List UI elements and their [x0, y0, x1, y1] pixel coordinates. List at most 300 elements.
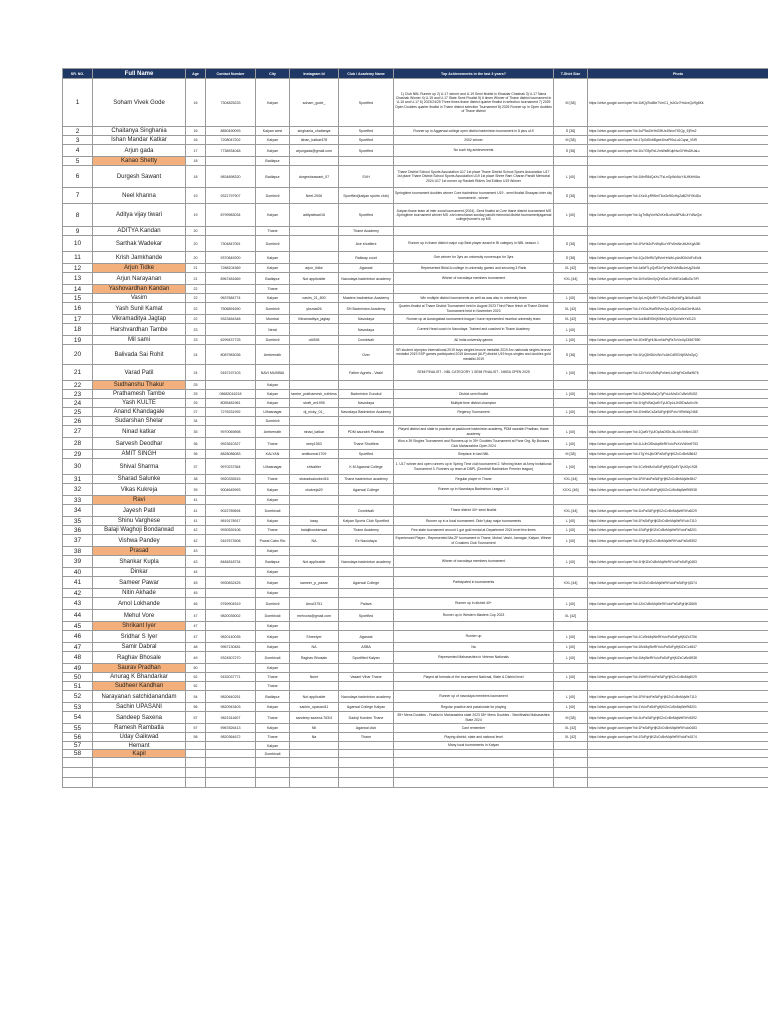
- cell-club-academy: [339, 157, 394, 166]
- cell-full-name: Arjun Tidke: [93, 264, 186, 273]
- cell-photo-link[interactable]: https://drive.google.com/open?id=1IoPaSdFgHjKlZxCvBnMqWeRtYu6029: [588, 505, 768, 517]
- cell-photo-link[interactable]: [588, 589, 768, 598]
- table-row: [63, 127, 768, 136]
- cell-club-academy: [339, 496, 394, 505]
- cell-club-academy: [339, 589, 394, 598]
- cell-city: Kalyan: [256, 399, 290, 408]
- cell-sr-no: 38: [63, 547, 93, 556]
- cell-contact-number: 9820943403: [206, 703, 256, 712]
- header-club: Club / Academy Name: [339, 69, 394, 79]
- cell-tshirt-size: [554, 568, 588, 577]
- cell-photo-link[interactable]: https://drive.google.com/open?id=1Tp0dSn6BgeeZmaPKlsLu1Cqna_VNR: [588, 136, 768, 145]
- cell-club-academy: [339, 381, 394, 390]
- empty-cell: [394, 778, 554, 788]
- cell-club-academy: [339, 664, 394, 673]
- cell-full-name: Harshvardhan Tambe: [93, 324, 186, 336]
- cell-club-academy: Palava: [339, 598, 394, 610]
- cell-photo-link[interactable]: https://drive.google.com/open?id=1MnR8dQzXv7TsLeGpWcNoY4UfKbHiAa: [588, 166, 768, 188]
- table-row: [63, 438, 768, 450]
- cell-photo-link[interactable]: https://drive.google.com/open?id=1CvBnMqWeRtYuIoPaSdFgHjKlZx3756: [588, 631, 768, 643]
- cell-contact-number: [206, 682, 256, 691]
- cell-age: 49: [186, 652, 206, 664]
- cell-instagram-id: singhania_chaitanya: [290, 127, 339, 136]
- table-row: [63, 535, 768, 547]
- cell-photo-link[interactable]: https://drive.google.com/open?id=1Xs4LpRfWmT6uGeN0cHqZaB2VtYiKdDo: [588, 188, 768, 204]
- cell-full-name: Yash Sunil Kamat: [93, 303, 186, 315]
- cell-instagram-id: Raghav Bhosale: [290, 652, 339, 664]
- cell-photo-link[interactable]: https://drive.google.com/open?id=1CvBnMzXaSdFgHjKlQwErTyUiOp1928: [588, 459, 768, 475]
- cell-contact-number: [206, 227, 256, 236]
- cell-achievements: Participated in tournaments: [394, 577, 554, 589]
- empty-cell: [186, 778, 206, 788]
- cell-age: 36: [186, 450, 206, 459]
- empty-cell: [588, 768, 768, 778]
- cell-full-name: Krish Jamkhande: [93, 252, 186, 264]
- cell-full-name: Mehul Vore: [93, 610, 186, 622]
- cell-photo-link[interactable]: https://drive.google.com/open?id=1SdFgHjKlZxCvBnMqWeRtYuIoPa8201: [588, 526, 768, 535]
- cell-sr-no: 6: [63, 166, 93, 188]
- cell-photo-link[interactable]: https://drive.google.com/open?id=1Ee5FgHiJkLmNoPqRsTuVwXyZ4567890: [588, 336, 768, 345]
- cell-club-academy: Navodaya Badminton Academy: [339, 408, 394, 417]
- cell-photo-link[interactable]: https://drive.google.com/open?id=1TgYhUjIkOlPaSdFgHjKlZxCvBnM8642: [588, 450, 768, 459]
- cell-contact-number: [206, 381, 256, 390]
- cell-city: Thane: [256, 712, 290, 724]
- table-row: [63, 227, 768, 236]
- cell-tshirt-size: [554, 622, 588, 631]
- cell-full-name: Kanao Shetty: [93, 157, 186, 166]
- cell-achievements: Runner up in a local tournament. Didn't play major tournaments: [394, 517, 554, 526]
- table-row: [63, 345, 768, 365]
- cell-sr-no: 47: [63, 643, 93, 652]
- cell-instagram-id: [290, 750, 339, 758]
- cell-achievements: [394, 381, 554, 390]
- cell-age: 24: [186, 365, 206, 381]
- cell-full-name: Sudheer Kandhan: [93, 682, 186, 691]
- cell-instagram-id: amitkumar1709: [290, 450, 339, 459]
- cell-contact-number: [206, 547, 256, 556]
- cell-photo-link[interactable]: [588, 324, 768, 336]
- cell-instagram-id: [290, 381, 339, 390]
- cell-age: 45: [186, 577, 206, 589]
- cell-club-academy: Kalyan Sports Club Sportfied: [339, 517, 394, 526]
- cell-sr-no: 29: [63, 450, 93, 459]
- cell-city: Kalyan: [256, 294, 290, 303]
- cell-contact-number: 08683016218: [206, 390, 256, 399]
- cell-sr-no: 58: [63, 750, 93, 758]
- table-row: [63, 742, 768, 750]
- table-row: [63, 724, 768, 733]
- cell-photo-link[interactable]: https://drive.google.com/open?id=1KpQ8rStUvWxYzAbCdEfGhIjKlMnOpQ: [588, 345, 768, 365]
- cell-instagram-id: [290, 236, 339, 252]
- cell-city: Badlapur: [256, 273, 290, 285]
- table-row: [63, 622, 768, 631]
- table-row: [63, 336, 768, 345]
- cell-tshirt-size: L [40]: [554, 535, 588, 547]
- cell-photo-link[interactable]: https://drive.google.com/open?id=1RtYuIoPaSdFgHjKlZxCvBnMqWe3847: [588, 475, 768, 484]
- cell-age: 57: [186, 712, 206, 724]
- cell-club-academy: PDM saurabh Pradhan: [339, 426, 394, 438]
- cell-photo-link[interactable]: [588, 381, 768, 390]
- cell-city: Neral: [256, 324, 290, 336]
- cell-club-academy: [339, 285, 394, 294]
- cell-sr-no: 41: [63, 577, 93, 589]
- cell-instagram-id: arjun_tidke: [290, 264, 339, 273]
- table-row: [63, 399, 768, 408]
- cell-photo-link[interactable]: [588, 227, 768, 236]
- cell-instagram-id: obl398: [290, 336, 339, 345]
- cell-contact-number: 6299437725: [206, 336, 256, 345]
- table-row: [63, 166, 768, 188]
- table-row: [63, 365, 768, 381]
- cell-tshirt-size: L [40]: [554, 556, 588, 568]
- cell-city: Thane: [256, 673, 290, 682]
- cell-photo-link[interactable]: [588, 496, 768, 505]
- cell-photo-link[interactable]: [588, 157, 768, 166]
- cell-photo-link[interactable]: https://drive.google.com/open?id=1HgFdSaQwErTyUiOpLkJhGfDsAzXcVb: [588, 399, 768, 408]
- cell-instagram-id: sachin_upasani11: [290, 703, 339, 712]
- cell-club-academy: [339, 742, 394, 750]
- table-row: [63, 408, 768, 417]
- header-tshirt: T-Shirt Size: [554, 69, 588, 79]
- cell-contact-number: [206, 285, 256, 294]
- cell-city: Dombivali: [256, 505, 290, 517]
- cell-full-name: Anand Khandagale: [93, 408, 186, 417]
- cell-instagram-id: lussy: [290, 517, 339, 526]
- cell-contact-number: 9769904519: [206, 598, 256, 610]
- cell-instagram-id: [290, 589, 339, 598]
- table-row: [63, 426, 768, 438]
- cell-instagram-id: sameer_p_pawar: [290, 577, 339, 589]
- cell-contact-number: 9923610327: [206, 438, 256, 450]
- cell-photo-link[interactable]: https://drive.google.com/open?id=1ZxCvBnMqWeRtYuIoPaSdFgHjKl2665: [588, 598, 768, 610]
- cell-photo-link[interactable]: [588, 568, 768, 577]
- cell-club-academy: ASBA: [339, 643, 394, 652]
- table-row: [63, 459, 768, 475]
- cell-photo-link[interactable]: https://drive.google.com/open?id=1MqWeRtYuIoPaSdFgHjKlZxCvBn5938: [588, 652, 768, 664]
- cell-age: 25: [186, 381, 206, 390]
- cell-city: Kalyan west: [256, 127, 290, 136]
- cell-full-name: Prathamesh Tambe: [93, 390, 186, 399]
- cell-full-name: Sharad Salunke: [93, 475, 186, 484]
- cell-photo-link[interactable]: https://drive.google.com/open?id=1QwErTyUiOpAsDfGhJkLzXcVbNm1357: [588, 426, 768, 438]
- cell-age: 42: [186, 535, 206, 547]
- cell-club-academy: Sportfied: [339, 127, 394, 136]
- cell-city: Kalyan: [256, 145, 290, 157]
- cell-contact-number: 9930832425: [206, 577, 256, 589]
- cell-club-academy: Thane badminton academy: [339, 475, 394, 484]
- cell-contact-number: [206, 622, 256, 631]
- cell-age: 24: [186, 345, 206, 365]
- cell-instagram-id: seey1553: [290, 438, 339, 450]
- cell-sr-no: 54: [63, 712, 93, 724]
- cell-city: Mumbai: [256, 315, 290, 324]
- cell-instagram-id: ishan_katkar478: [290, 136, 339, 145]
- cell-full-name: Aditya vijay tiwari: [93, 204, 186, 227]
- cell-tshirt-size: L [40]: [554, 691, 588, 703]
- cell-photo-link[interactable]: https://drive.google.com/open?id=1SdFgHjKlZxCvBnMqWeRtYuIoPa1574: [588, 733, 768, 742]
- table-row: [63, 188, 768, 204]
- header-photo: Photo: [588, 69, 768, 79]
- cell-sr-no: 30: [63, 459, 93, 475]
- cell-full-name: Dinkar: [93, 568, 186, 577]
- cell-tshirt-size: L [40]: [554, 438, 588, 450]
- cell-photo-link[interactable]: https://drive.google.com/open?id=1PaSdFgHjKlZxCvBnMqWeRtYuIo0483: [588, 724, 768, 733]
- cell-instagram-id: Not applicable: [290, 691, 339, 703]
- empty-cell: [63, 768, 93, 778]
- cell-photo-link[interactable]: [588, 417, 768, 426]
- spreadsheet: [62, 68, 768, 788]
- cell-tshirt-size: L [40]: [554, 526, 588, 535]
- cell-tshirt-size: L [40]: [554, 517, 588, 526]
- cell-instagram-id: shaft_wr1995: [290, 399, 339, 408]
- cell-photo-link[interactable]: https://drive.google.com/open?id=1fo7G9pRxL2mWe8KqbNvz3YtHsDfUaLc: [588, 145, 768, 157]
- cell-club-academy: Ex Navodaya: [339, 535, 394, 547]
- cell-instagram-id: None: [290, 673, 339, 682]
- empty-cell: [206, 768, 256, 778]
- cell-tshirt-size: [554, 750, 588, 758]
- table-row: [63, 610, 768, 622]
- cell-photo-link[interactable]: [588, 682, 768, 691]
- cell-instagram-id: balajibondarwad: [290, 526, 339, 535]
- cell-city: Thane: [256, 526, 290, 535]
- cell-photo-link[interactable]: https://drive.google.com/open?id=1QzJ5eRkTy8VmHnWcLpAs9GbXdFoEuIk: [588, 252, 768, 264]
- cell-age: 41: [186, 517, 206, 526]
- cell-contact-number: 7288104369: [206, 264, 256, 273]
- cell-tshirt-size: [554, 417, 588, 426]
- cell-instagram-id: tambe_prathamesh_ruthless: [290, 390, 339, 399]
- table-row: [63, 145, 768, 157]
- cell-city: Thane: [256, 285, 290, 294]
- empty-cell: [554, 768, 588, 778]
- cell-full-name: AMIT SINGH: [93, 450, 186, 459]
- cell-photo-link[interactable]: https://drive.google.com/open?id=1BnMqWeRtYuIoPaSdFgHjKlZxCv4847: [588, 643, 768, 652]
- cell-photo-link[interactable]: https://drive.google.com/open?id=1UjWeBdAsQrTyPoLkMnZxCvBnM5432: [588, 390, 768, 399]
- cell-photo-link[interactable]: https://drive.google.com/open?id=1LkJhGfDsAqWeRtYuIoPzXcVbNm9753: [588, 438, 768, 450]
- cell-club-academy: [339, 417, 394, 426]
- cell-photo-link[interactable]: https://drive.google.com/open?id=1KlZxCvBnMqWeRtYuIoPaSdFgHj1574: [588, 577, 768, 589]
- cell-club-academy: SVH: [339, 166, 394, 188]
- cell-age: 44: [186, 568, 206, 577]
- cell-full-name: Ishan Mandar Katkar: [93, 136, 186, 145]
- cell-contact-number: 9167197103: [206, 365, 256, 381]
- cell-sr-no: 2: [63, 127, 93, 136]
- empty-cell: [588, 778, 768, 788]
- cell-photo-link[interactable]: https://drive.google.com/open?id=1uP9wZeHtrG5fUx4WnoTfGQp_EjRm2: [588, 127, 768, 136]
- cell-photo-link[interactable]: https://drive.google.com/open?id=1YuIoPaSdFgHjKlZxCvBnMqWeRt8201: [588, 703, 768, 712]
- cell-instagram-id: soham_gode_: [290, 79, 339, 127]
- cell-photo-link[interactable]: https://drive.google.com/open?id=1gTnBqVmW2xKe5LsHoAfPu8cJrYdNzQw: [588, 204, 768, 227]
- cell-photo-link[interactable]: https://drive.google.com/open?id=1PaSdFgHjKlZxCvBnMqWeRtYuIo7110: [588, 517, 768, 526]
- cell-tshirt-size: XL [42]: [554, 303, 588, 315]
- cell-age: 16: [186, 136, 206, 145]
- cell-full-name: Narayanan satchidanandam: [93, 691, 186, 703]
- cell-age: 21: [186, 273, 206, 285]
- cell-tshirt-size: [554, 742, 588, 750]
- cell-instagram-id: [290, 622, 339, 631]
- cell-full-name: Vasim: [93, 294, 186, 303]
- cell-tshirt-size: [554, 399, 588, 408]
- cell-full-name: Soham Vivek Gode: [93, 79, 186, 127]
- cell-instagram-id: [290, 365, 339, 381]
- cell-achievements: 55+ Mens Doubles - Finalist in Maharashtra state 2023 55+ Mens Doubles - Semifinalist Maharashtra State 2024: [394, 712, 554, 724]
- cell-instagram-id: NA: [290, 643, 339, 652]
- cell-full-name: Arjun gada: [93, 145, 186, 157]
- cell-contact-number: 8967481669: [206, 273, 256, 285]
- cell-sr-no: 10: [63, 236, 93, 252]
- cell-photo-link[interactable]: [588, 547, 768, 556]
- cell-age: 22: [186, 285, 206, 294]
- cell-contact-number: 7276331992: [206, 408, 256, 417]
- cell-sr-no: 42: [63, 589, 93, 598]
- cell-full-name: Hemant: [93, 742, 186, 750]
- cell-sr-no: 17: [63, 315, 93, 324]
- cell-full-name: Chaitanya Singhania: [93, 127, 186, 136]
- cell-contact-number: 9022789694: [206, 505, 256, 517]
- cell-instagram-id: arjungada@gmail.com: [290, 145, 339, 157]
- cell-photo-link[interactable]: https://drive.google.com/open?id=1pLmQ4sRtY7vWxZ2nBcHdFgJkNoEuAiS: [588, 294, 768, 303]
- cell-photo-link[interactable]: https://drive.google.com/open?id=1HjKlZxCvBnMqWeRtYuIoPaSdFg0483: [588, 556, 768, 568]
- cell-achievements: SEMI FINALIST - NBL CATEGORY 1 SEMI FINALIST - NMSA OPEN 2025: [394, 365, 554, 381]
- cell-achievements: [394, 417, 554, 426]
- cell-photo-link[interactable]: https://drive.google.com/open?id=1YuIoPaSdFgHjKlZxCvBnMqWeRt5938: [588, 484, 768, 496]
- cell-instagram-id: [290, 324, 339, 336]
- table-row: [63, 643, 768, 652]
- cell-photo-link[interactable]: https://drive.google.com/open?id=1hSvK8mXpQrW3zLtYdNfCeJaBoGu7iPl: [588, 273, 768, 285]
- cell-photo-link[interactable]: https://drive.google.com/open?id=1MQpTsdMe7VmC1_fs3Gz7HrAvxQcRg8Kk: [588, 79, 768, 127]
- cell-photo-link[interactable]: https://drive.google.com/open?id=1YtGaJKwRt9VmZpLs3QeXoNdCbHfUi4A: [588, 303, 768, 315]
- cell-full-name: Varad Patil: [93, 365, 186, 381]
- cell-tshirt-size: M [38]: [554, 136, 588, 145]
- cell-achievements: 1) Club NBL Runner up 2) U-17 winner and U-19 Semi finalist in Khasdar Chashak 3) U-17 Nana Chashak Winner 4) U-15 and U-17 State Semi Finalist 5) 6 times Winner of Thane district tournament in U-15 and U-17 6) 2023/24/25 Three times thane district quarter finalist in selection tournament 7) 2025 Open Doubles quarter finalist in Thane district selection Tournament 8) 2025 Runner up in Open doubles of Thane district: [394, 79, 554, 127]
- cell-instagram-id: Not applicable: [290, 556, 339, 568]
- cell-tshirt-size: M [38]: [554, 450, 588, 459]
- cell-age: 27: [186, 408, 206, 417]
- cell-age: 16: [186, 79, 206, 127]
- cell-age: 34: [186, 417, 206, 426]
- cell-photo-link[interactable]: https://drive.google.com/open?id=1ckBdEfGhIjKlMnOpQrStUvWxYz0123: [588, 315, 768, 324]
- cell-city: Dombivli: [256, 236, 290, 252]
- cell-instagram-id: Vikramaditya_jagtap: [290, 315, 339, 324]
- header-age: Age: [186, 69, 206, 79]
- table-row: [63, 631, 768, 643]
- cell-photo-link[interactable]: https://drive.google.com/open?id=1IoPaSdFgHjKlZxCvBnMqWeRtYu9392: [588, 712, 768, 724]
- cell-photo-link[interactable]: [588, 610, 768, 622]
- cell-achievements: No such big achievements: [394, 145, 554, 157]
- table-row: [63, 303, 768, 315]
- cell-sr-no: 53: [63, 703, 93, 712]
- cell-photo-link[interactable]: [588, 664, 768, 673]
- cell-photo-link[interactable]: https://drive.google.com/open?id=1FgHjKlZxCvBnMqWeRtYuIoPaSd9392: [588, 535, 768, 547]
- cell-city: Kalyan: [256, 204, 290, 227]
- cell-photo-link[interactable]: https://drive.google.com/open?id=1NmBvCxZaSdFgHjKlPoIuYtReWq2468: [588, 408, 768, 417]
- cell-city: Kalyan: [256, 703, 290, 712]
- cell-full-name: Saurav Pradhan: [93, 664, 186, 673]
- cell-city: Kalyan: [256, 547, 290, 556]
- empty-cell: [394, 758, 554, 768]
- empty-cell: [554, 778, 588, 788]
- cell-tshirt-size: S [36]: [554, 345, 588, 365]
- cell-club-academy: Dombivali: [339, 505, 394, 517]
- cell-city: Kalyan: [256, 264, 290, 273]
- cell-photo-link[interactable]: [588, 285, 768, 294]
- cell-sr-no: 25: [63, 408, 93, 417]
- cell-tshirt-size: XL [42]: [554, 733, 588, 742]
- cell-achievements: Current Head coach in Navodaya. Trained and coached in Thane Academy: [394, 324, 554, 336]
- table-row: [63, 547, 768, 556]
- cell-sr-no: 48: [63, 652, 93, 664]
- cell-achievements: [394, 547, 554, 556]
- cell-club-academy: Thane: [339, 733, 394, 742]
- cell-full-name: Sandeep Saxena: [93, 712, 186, 724]
- empty-cell: [339, 778, 394, 788]
- cell-sr-no: 39: [63, 556, 93, 568]
- cell-photo-link[interactable]: https://drive.google.com/open?id=1ZxYwVuTsRqPoNmLkJiHgFeDcBa9876: [588, 365, 768, 381]
- cell-club-academy: Agarwal College Kalyan: [339, 703, 394, 712]
- cell-city: Dombivali: [256, 610, 290, 622]
- empty-cell: [339, 758, 394, 768]
- cell-achievements: Regency Tournament: [394, 408, 554, 417]
- cell-achievements: [394, 750, 554, 758]
- cell-instagram-id: [290, 568, 339, 577]
- cell-sr-no: 22: [63, 381, 93, 390]
- cell-photo-link[interactable]: https://drive.google.com/open?id=1WeRtYuIoPaSdFgHjKlZxCvBnMq6029: [588, 673, 768, 682]
- cell-photo-link[interactable]: [588, 622, 768, 631]
- cell-contact-number: 9004645993: [206, 484, 256, 496]
- cell-club-academy: Vasant Vihar Thane: [339, 673, 394, 682]
- cell-sr-no: 36: [63, 526, 93, 535]
- cell-sr-no: 27: [63, 426, 93, 438]
- table-row: [63, 577, 768, 589]
- cell-contact-number: 9820035002: [206, 610, 256, 622]
- cell-achievements: 2002 winner: [394, 136, 554, 145]
- cell-age: 20: [186, 227, 206, 236]
- cell-instagram-id: vkukreja20: [290, 484, 339, 496]
- cell-instagram-id: shivaltier: [290, 459, 339, 475]
- header-achievements: Top Achievements in the last 3 years?: [394, 69, 554, 79]
- empty-cell: [206, 758, 256, 768]
- cell-club-academy: Over: [339, 345, 394, 365]
- cell-full-name: Shankar Kupla: [93, 556, 186, 568]
- cell-full-name: Sameer Pawar: [93, 577, 186, 589]
- cell-photo-link[interactable]: https://drive.google.com/open?id=1RtYuIoPaSdFgHjKlZxCvBnMqWe7110: [588, 691, 768, 703]
- empty-cell: [63, 758, 93, 768]
- cell-instagram-id: Amol3751: [290, 598, 339, 610]
- cell-photo-link[interactable]: https://drive.google.com/open?id=1aWf7LpQxR2nTyHs0KvMdBcJeUgZ4oNi: [588, 264, 768, 273]
- empty-cell: [186, 758, 206, 768]
- cell-contact-number: 8484818734: [206, 556, 256, 568]
- header-sr: SR. NO.: [63, 69, 93, 79]
- cell-tshirt-size: L [40]: [554, 294, 588, 303]
- cell-achievements: [394, 285, 554, 294]
- cell-photo-link[interactable]: https://drive.google.com/open?id=1RvHk2cPzWq8LoYtFs5mNeJdUbXgA3iK: [588, 236, 768, 252]
- cell-photo-link[interactable]: [588, 742, 768, 750]
- cell-achievements: Runner up in thane district major cup Best player award in Bi category in NBL season 1: [394, 236, 554, 252]
- cell-photo-link[interactable]: [588, 750, 768, 758]
- cell-age: 47: [186, 631, 206, 643]
- cell-achievements: [394, 568, 554, 577]
- cell-city: Kalyan: [256, 381, 290, 390]
- table-row: [63, 315, 768, 324]
- cell-tshirt-size: S [36]: [554, 188, 588, 204]
- cell-city: Dombivali: [256, 750, 290, 758]
- cell-city: Thane: [256, 227, 290, 236]
- cell-achievements: Win multiple district tournaments as well as was also in university team: [394, 294, 554, 303]
- cell-city: Kalyan: [256, 517, 290, 526]
- cell-contact-number: [206, 664, 256, 673]
- cell-tshirt-size: L [40]: [554, 324, 588, 336]
- cell-achievements: [394, 227, 554, 236]
- cell-contact-number: [206, 742, 256, 750]
